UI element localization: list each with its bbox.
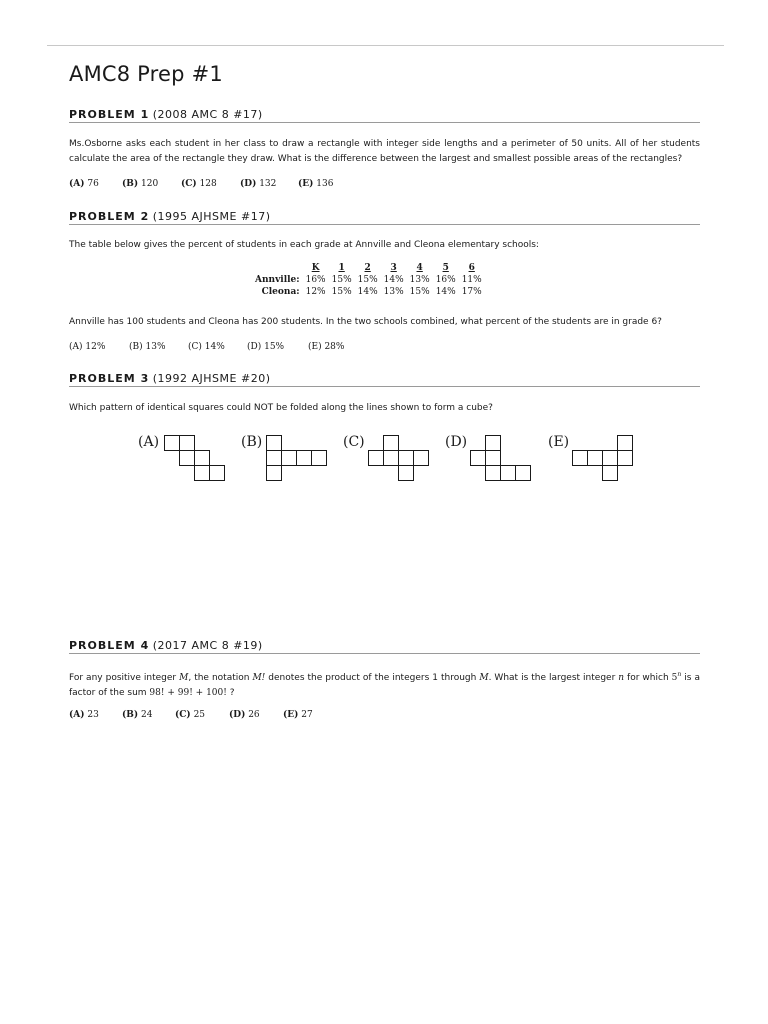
table-header: K — [311, 263, 320, 273]
choice-d: (D) 132 — [240, 179, 277, 189]
cube-net-c — [366, 434, 430, 484]
table-cell: 14% — [383, 275, 404, 285]
choice-d: (D) 15% — [247, 342, 285, 352]
grade-percent-table — [252, 262, 485, 298]
choice-a: (A) 23 — [69, 710, 99, 720]
cube-net-d — [468, 434, 532, 484]
problem-2-header — [69, 210, 700, 225]
table-cell: 14% — [357, 287, 378, 297]
table-header: 1 — [338, 263, 345, 273]
choice-d: (D) 26 — [229, 710, 260, 720]
table-header-row — [252, 262, 485, 274]
problem-3-header — [69, 372, 700, 387]
choice-c: (C) 128 — [181, 179, 217, 189]
choice-b: (B) 24 — [122, 710, 153, 720]
problem-2-text: Annville has 100 students and Cleona has 200 students. In the two schools combined, what percent of the students are in grade 6? — [69, 317, 662, 327]
problem-3-label: PROBLEM 3 — [69, 372, 150, 385]
table-header: 5 — [442, 263, 449, 273]
figure-label-d: (D) — [445, 434, 468, 450]
figure-label-c: (C) — [343, 434, 365, 450]
choice-b: (B) 13% — [129, 342, 166, 352]
choice-a: (A) 12% — [69, 342, 106, 352]
table-cell: 17% — [461, 287, 482, 297]
choice-a: (A) 76 — [69, 179, 99, 189]
table-row — [252, 274, 485, 286]
table-cell: 15% — [409, 287, 430, 297]
table-header: 4 — [416, 263, 423, 273]
problem-4-source: (2017 AMC 8 #19) — [152, 639, 263, 652]
table-cell: 13% — [383, 287, 404, 297]
table-cell: 13% — [409, 275, 430, 285]
table-cell: 14% — [435, 287, 456, 297]
top-rule — [47, 45, 724, 46]
table-cell: 16% — [305, 275, 326, 285]
table-cell: 11% — [461, 275, 482, 285]
problem-3-source: (1992 AJHSME #20) — [152, 372, 271, 385]
cube-net-a — [162, 434, 226, 484]
choice-c: (C) 25 — [175, 710, 206, 720]
page-title: AMC8 Prep #1 — [69, 62, 223, 86]
table-header: 2 — [364, 263, 371, 273]
problem-2-intro: The table below gives the percent of students in each grade at Annville and Cleona elementary schools: — [69, 240, 539, 250]
problem-1-text: Ms.Osborne asks each student in her class to draw a rectangle with integer side lengths and a perimeter of 50 units. All of her students calculate the area of the rectangle they draw. What is the difference between the largest and smallest possible areas of the rectangles? — [69, 139, 700, 164]
table-header: 6 — [468, 263, 475, 273]
problem-4-text: For any positive integer M, the notation M! denotes the product of the integers 1 through M. What is the largest integer n for which 5$^n$ is a factor of the sum 98! + 99! + 100! ? — [69, 671, 700, 698]
choice-e: (E) 28% — [308, 342, 345, 352]
figure-label-b: (B) — [241, 434, 263, 450]
row-label: Annville: — [255, 275, 300, 285]
problem-4-header — [69, 639, 700, 654]
choice-e: (E) 136 — [298, 179, 334, 189]
cube-net-b — [264, 434, 328, 484]
figure-label-e: (E) — [548, 434, 570, 450]
problem-1-source: (2008 AMC 8 #17) — [152, 108, 263, 121]
problem-4-label: PROBLEM 4 — [69, 639, 150, 652]
row-label: Cleona: — [261, 287, 300, 297]
cube-net-e — [570, 434, 634, 484]
problem-1-header — [69, 108, 700, 123]
table-header: 3 — [390, 263, 397, 273]
table-cell: 16% — [435, 275, 456, 285]
choice-e: (E) 27 — [283, 710, 313, 720]
problem-2-source: (1995 AJHSME #17) — [152, 210, 271, 223]
table-cell: 15% — [331, 275, 352, 285]
choice-c: (C) 14% — [188, 342, 225, 352]
table-cell: 15% — [331, 287, 352, 297]
table-cell: 15% — [357, 275, 378, 285]
choice-b: (B) 120 — [122, 179, 159, 189]
problem-3-text: Which pattern of identical squares could NOT be folded along the lines shown to form a cube? — [69, 403, 493, 413]
figure-label-a: (A) — [138, 434, 160, 450]
problem-1-label: PROBLEM 1 — [69, 108, 150, 121]
table-row — [252, 286, 485, 298]
problem-2-label: PROBLEM 2 — [69, 210, 150, 223]
table-cell: 12% — [305, 287, 326, 297]
